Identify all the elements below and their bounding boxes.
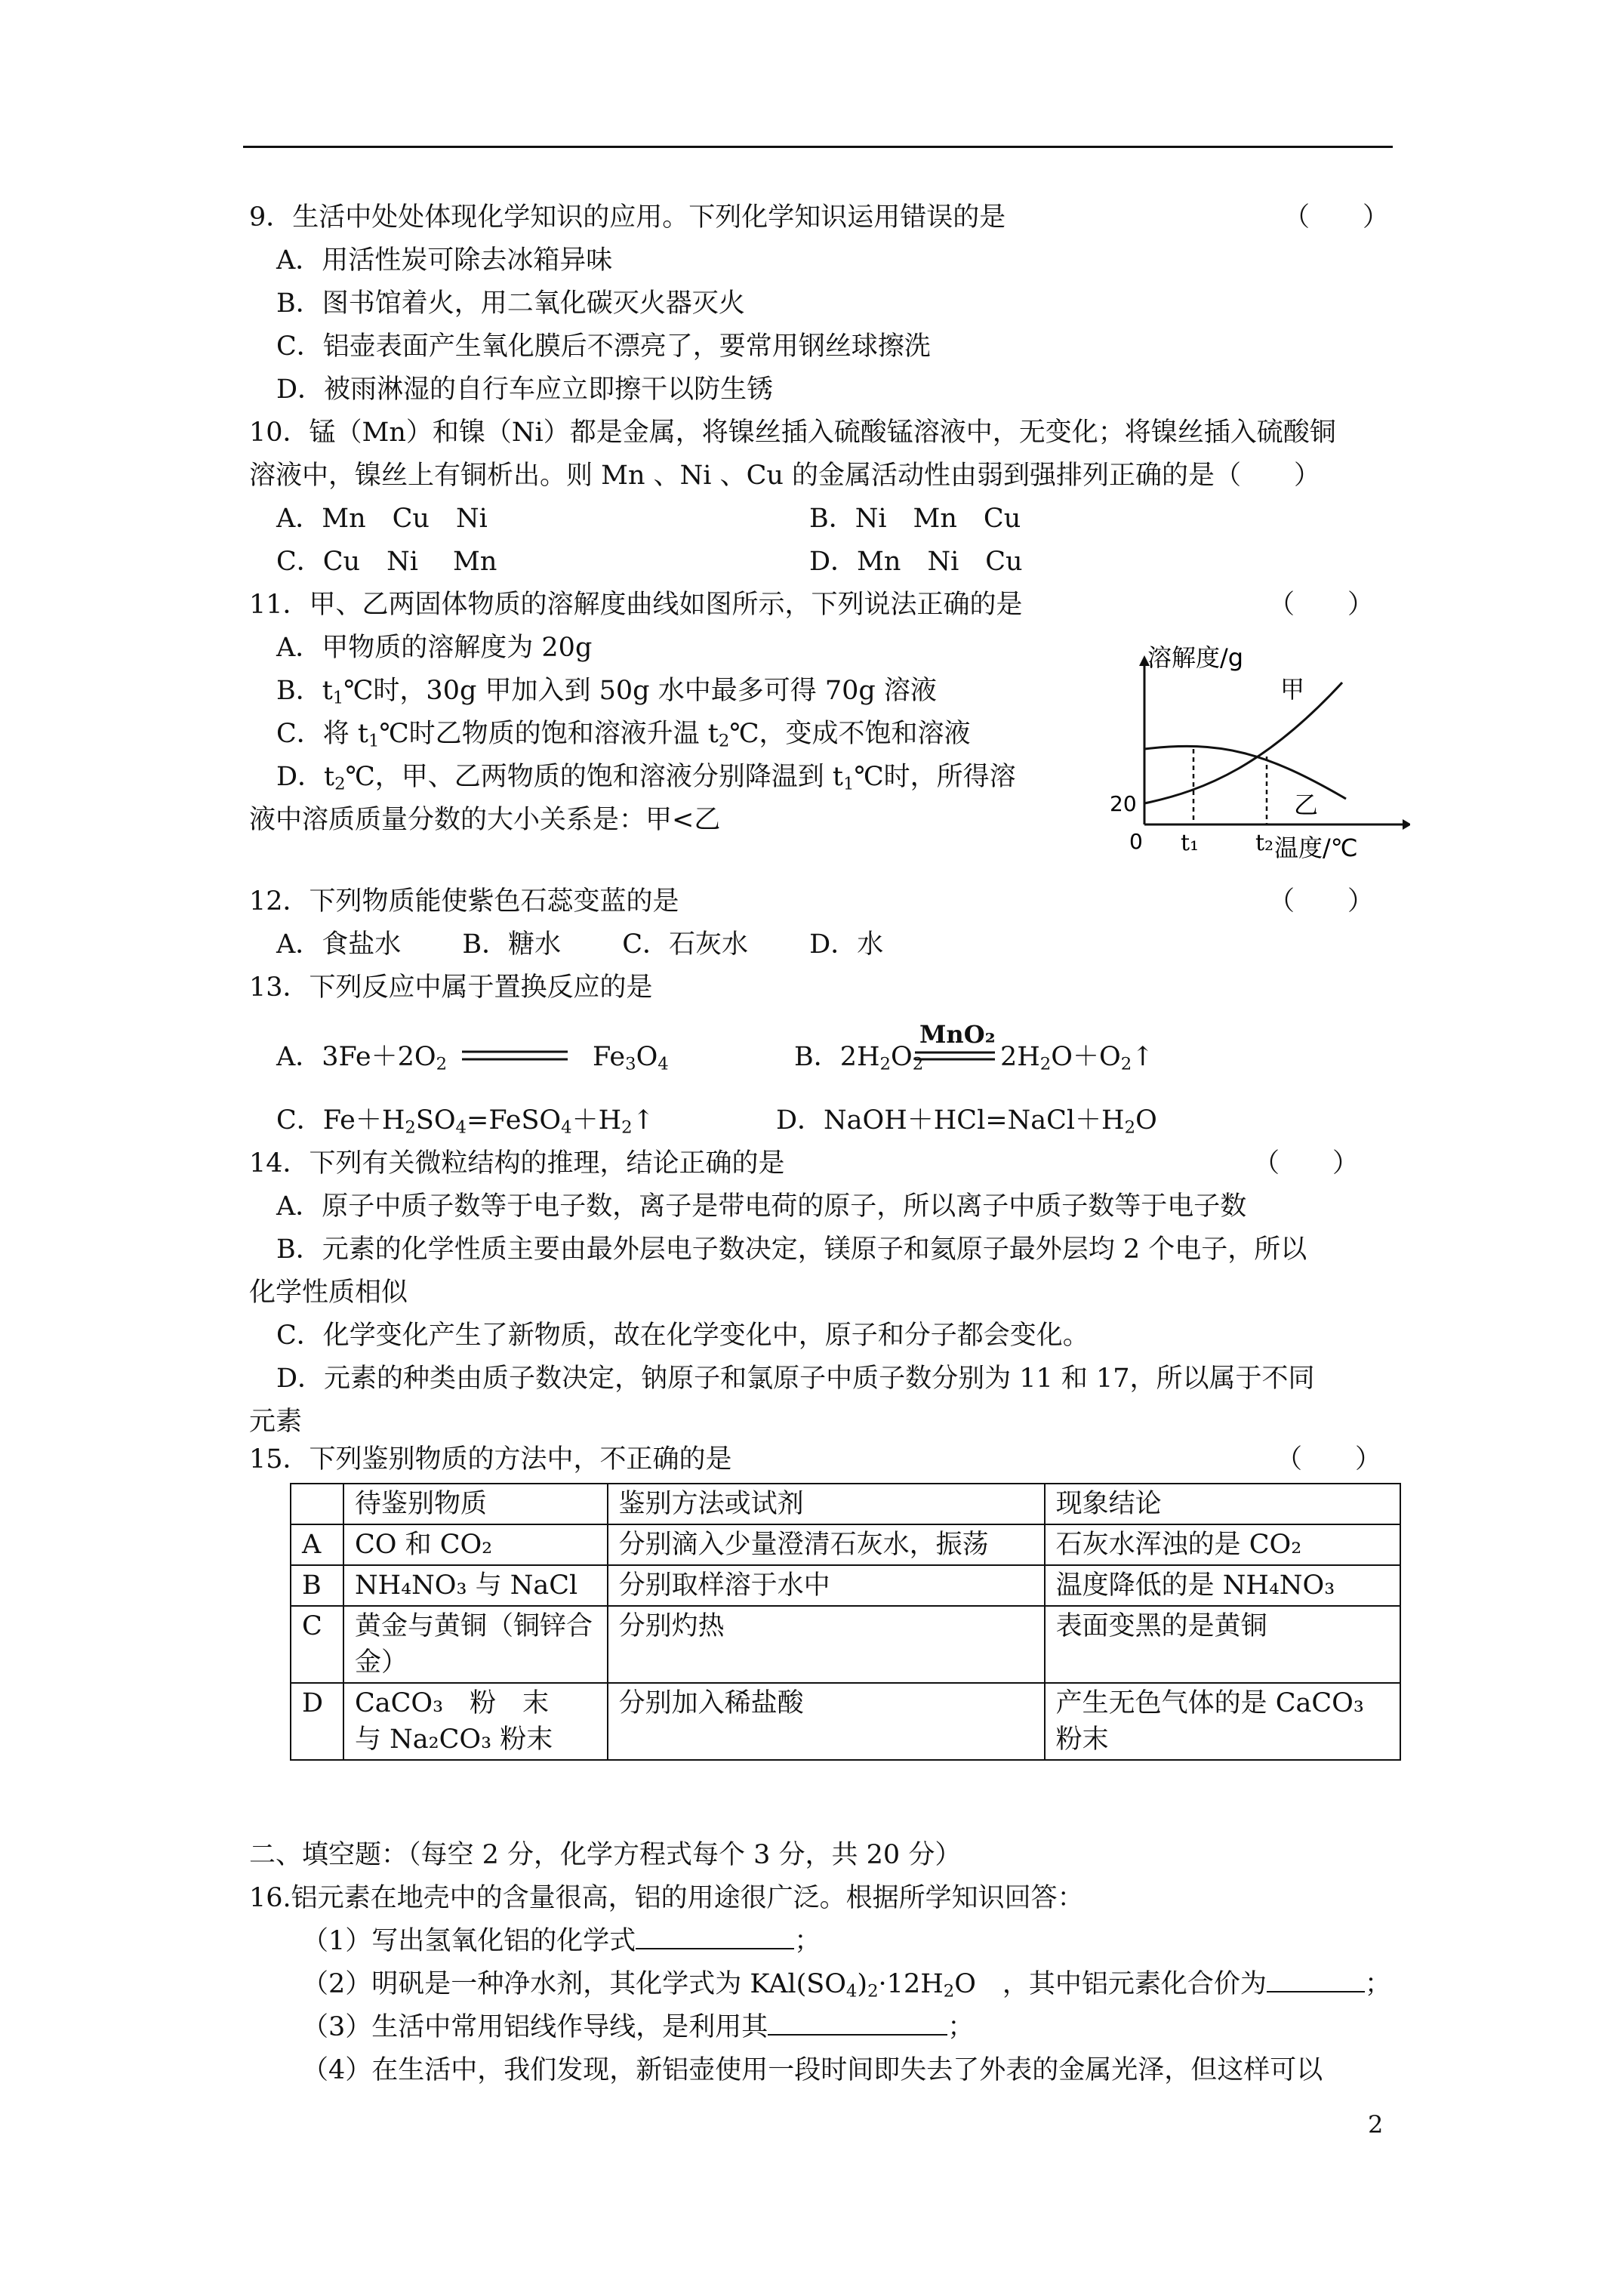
q10-option-d: D．Mn Ni Cu: [809, 547, 1023, 577]
q12-answer-paren: （ ）: [1268, 886, 1375, 917]
origin-label: 0: [1129, 829, 1143, 854]
q16-part2: （2）明矾是一种净水剂，其化学式为 $KAl(SO_4)_2\cdot 12H_2O$ ，其中铝元素化合价为 ；: [302, 1969, 1391, 2002]
table-header-cell: [291, 1484, 343, 1524]
row-id: B: [291, 1565, 343, 1606]
table-header-row: [291, 1484, 1400, 1524]
q11-option-a: A．甲物质的溶解度为 20g: [276, 633, 593, 663]
q11-option-d-line2: 液中溶质质量分数的大小关系是：甲<乙: [249, 805, 721, 835]
q9-answer-paren: （ ）: [1283, 202, 1390, 233]
row-substance: CO 和 CO₂: [343, 1524, 608, 1565]
q9-option-a: A．用活性炭可除去冰箱异味: [276, 245, 613, 276]
q14-stem: 14．下列有关微粒结构的推理，结论正确的是: [249, 1148, 785, 1179]
q9-stem: 9．生活中处处体现化学知识的应用。下列化学知识运用错误的是: [249, 202, 1006, 233]
q14-option-c: C．化学变化产生了新物质，故在化学变化中，原子和分子都会变化。: [276, 1321, 1089, 1351]
q10-stem-line1: 10．锰（Mn）和镍（Ni）都是金属，将镍丝插入硫酸锰溶液中，无变化；将镍丝插入硫酸铜: [249, 418, 1336, 448]
q16-part3: （3）生活中常用铝线作导线，是利用其 ；: [302, 2012, 975, 2042]
q13-option-d: D．$NaOH+HCl=NaCl+H_2O$: [776, 1105, 1157, 1138]
q12-options: A．食盐水 B．糖水 C．石灰水 D．水: [276, 929, 884, 960]
table-row: [291, 1606, 1400, 1683]
answer-blank[interactable]: [768, 2011, 947, 2036]
table-header-cell: 待鉴别物质: [343, 1484, 608, 1524]
section2-title: 二、填空题：（每空 2 分，化学方程式每个 3 分，共 20 分）: [249, 1840, 962, 1870]
page-number: 2: [1368, 2110, 1384, 2139]
solubility-graph: [1108, 643, 1410, 862]
table-header-cell: 现象结论: [1045, 1484, 1400, 1524]
row-id: D: [291, 1683, 343, 1760]
q13-b-products: $2H_2O+O_2↑$: [1000, 1042, 1154, 1074]
q13-b-catalyst: MnO₂: [919, 1020, 996, 1049]
table-row: [291, 1524, 1400, 1565]
q14-option-a: A．原子中质子数等于电子数，离子是带电荷的原子，所以离子中质子数等于电子数: [276, 1191, 1247, 1222]
row-id: C: [291, 1606, 343, 1683]
q9-option-d: D．被雨淋湿的自行车应立即擦干以防生锈: [276, 374, 774, 405]
q11-answer-paren: （ ）: [1268, 590, 1375, 620]
row-substance: CaCO₃ 粉 末 与 Na₂CO₃ 粉末: [343, 1683, 608, 1760]
row-result: 表面变黑的是黄铜: [1045, 1606, 1400, 1683]
row-substance: 黄金与黄铜（铜锌合金）: [343, 1606, 608, 1683]
q16-part1: （1）写出氢氧化铝的化学式 ；: [302, 1926, 821, 1956]
x-axis-label: 温度/℃: [1274, 834, 1358, 862]
q10-option-b: B．Ni Mn Cu: [809, 504, 1021, 534]
row-id: A: [291, 1524, 343, 1565]
row-substance: NH₄NO₃ 与 NaCl: [343, 1565, 608, 1606]
y-axis-label: 溶解度/g: [1147, 643, 1244, 672]
q13-stem: 13．下列反应中属于置换反应的是: [249, 972, 653, 1003]
q11-option-d: D．$t_2℃$，甲、乙两物质的饱和溶液分别降温到 $t_1℃$时，所得溶: [276, 762, 1016, 794]
q16-part4: （4）在生活中，我们发现，新铝壶使用一段时间即失去了外表的金属光泽，但这样可以: [302, 2055, 1323, 2085]
q14-answer-paren: （ ）: [1253, 1148, 1360, 1179]
yi-label: 乙: [1294, 791, 1319, 819]
q11-option-c: C．将 $t_1℃$时乙物质的饱和溶液升温 $t_2℃$，变成不饱和溶液: [276, 719, 971, 751]
row-result: 温度降低的是 NH₄NO₃: [1045, 1565, 1400, 1606]
q12-stem: 12．下列物质能使紫色石蕊变蓝的是: [249, 886, 679, 917]
q14-option-d-line1: D．元素的种类由质子数决定，钠原子和氯原子中质子数分别为 11 和 17，所以属于不同: [276, 1364, 1315, 1394]
q16-stem: 16.铝元素在地壳中的含量很高，铝的用途很广泛。根据所学知识回答：: [249, 1883, 1084, 1913]
q15-stem: 15．下列鉴别物质的方法中，不正确的是: [249, 1444, 732, 1475]
q14-option-b-line1: B．元素的化学性质主要由最外层电子数决定，镁原子和氦原子最外层均 2 个电子，所以: [276, 1234, 1307, 1265]
q13-a-equals-sign: [462, 1046, 568, 1068]
row-method: 分别灼热: [608, 1606, 1045, 1683]
q14-option-d-line2: 元素: [249, 1407, 303, 1437]
header-rule: [243, 146, 1393, 148]
q11-option-b: B．$t_1℃$时，30g 甲加入到 50g 水中最多可得 70g 溶液: [276, 676, 937, 708]
jia-label: 甲: [1280, 675, 1305, 704]
table-header-cell: 鉴别方法或试剂: [608, 1484, 1045, 1524]
q14-option-b-line2: 化学性质相似: [249, 1277, 408, 1308]
table-row: [291, 1565, 1400, 1606]
row-method: 分别取样溶于水中: [608, 1565, 1045, 1606]
q11-stem: 11．甲、乙两固体物质的溶解度曲线如图所示，下列说法正确的是: [249, 590, 1023, 620]
x-axis-arrow: [1403, 819, 1410, 830]
q10-option-a: A．Mn Cu Ni: [276, 504, 488, 534]
table-row: [291, 1683, 1400, 1760]
y20-label: 20: [1110, 791, 1137, 816]
q10-option-c: C．Cu Ni Mn: [276, 547, 497, 577]
t2-label: t₂: [1255, 830, 1274, 856]
q13-b-equals-sign: [915, 1048, 995, 1066]
curve-jia: [1144, 683, 1342, 803]
q13-option-a: A．$3Fe+2O_2$: [276, 1042, 448, 1074]
q13-a-product: $Fe_3O_4$: [593, 1042, 669, 1074]
q9-option-b: B．图书馆着火，用二氧化碳灭火器灭火: [276, 288, 745, 319]
q13-option-b: B．$2H_2O_2$: [794, 1042, 924, 1074]
row-method: 分别滴入少量澄清石灰水，振荡: [608, 1524, 1045, 1565]
row-result: 石灰水浑浊的是 CO₂: [1045, 1524, 1400, 1565]
q15-answer-paren: （ ）: [1276, 1444, 1382, 1475]
answer-blank[interactable]: [636, 1925, 794, 1949]
row-method: 分别加入稀盐酸: [608, 1683, 1045, 1760]
q9-option-c: C．铝壶表面产生氧化膜后不漂亮了，要常用钢丝球擦洗: [276, 331, 931, 362]
q13-option-c: C．$Fe+H_2SO_4=FeSO_4+H_2↑$: [276, 1105, 654, 1138]
row-result: 产生无色气体的是 CaCO₃ 粉末: [1045, 1683, 1400, 1760]
q10-stem-line2: 溶液中，镍丝上有铜析出。则 Mn 、Ni 、Cu 的金属活动性由弱到强排列正确的是（ ）: [249, 461, 1321, 491]
q15-table: [290, 1483, 1401, 1761]
answer-blank[interactable]: [1267, 1968, 1365, 1992]
t1-label: t₁: [1181, 830, 1200, 856]
